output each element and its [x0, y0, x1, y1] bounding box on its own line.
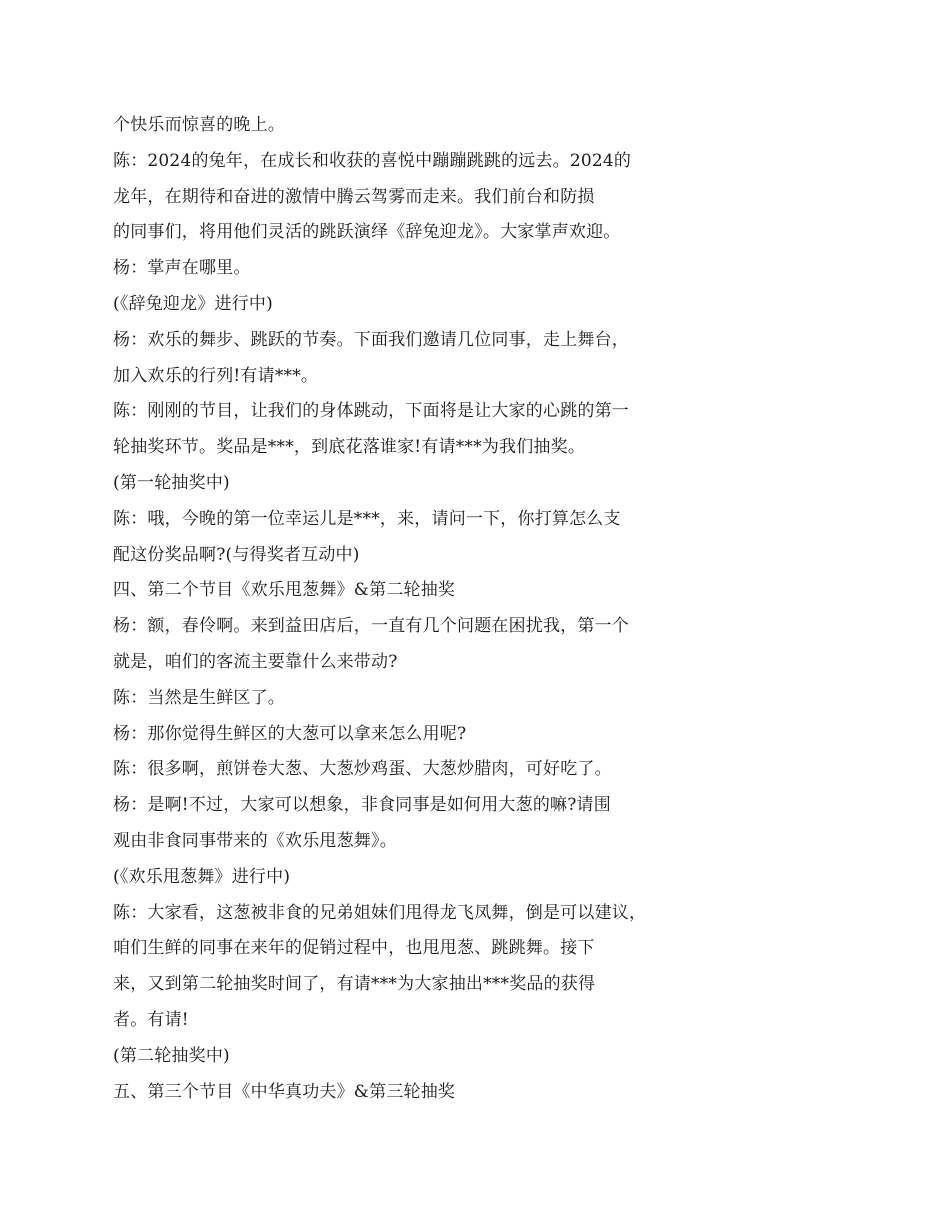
text-line: 杨：是啊!不过，大家可以想象，非食同事是如何用大葱的嘛?请围	[113, 795, 611, 816]
stage-direction: (《欢乐甩葱舞》进行中)	[113, 866, 291, 887]
stage-direction: (《辞兔迎龙》进行中)	[113, 293, 273, 314]
stage-direction: (第一轮抽奖中)	[113, 472, 230, 493]
text-line: 杨：欢乐的舞步、跳跃的节奏。下面我们邀请几位同事，走上舞台，	[113, 329, 629, 350]
section-heading: 四、第二个节目《欢乐甩葱舞》&第二轮抽奖	[113, 580, 456, 601]
text-line: 杨：额，春伶啊。来到益田店后，一直有几个问题在困扰我，第一个	[113, 616, 629, 637]
text-line: 者。有请!	[113, 1009, 189, 1030]
text-line: 来，又到第二轮抽奖时间了，有请***为大家抽出***奖品的获得	[113, 974, 596, 995]
text-line: 就是，咱们的客流主要靠什么来带动?	[113, 651, 398, 672]
text-line: 观由非食同事带来的《欢乐甩葱舞》。	[113, 830, 397, 851]
text-line: 配这份奖品啊?(与得奖者互动中)	[113, 544, 360, 565]
document-body	[113, 108, 753, 1110]
text-line: 个快乐而惊喜的晚上。	[113, 115, 285, 135]
text-line: 杨：那你觉得生鲜区的大葱可以拿来怎么用呢?	[113, 723, 467, 744]
text-line: 陈：2024的兔年，在成长和收获的喜悦中蹦蹦跳跳的远去。2024的	[113, 150, 632, 171]
text-line: 的同事们，将用他们灵活的跳跃演绎《辞兔迎龙》。大家掌声欢迎。	[113, 222, 621, 243]
text-line: 加入欢乐的行列!有请***。	[113, 365, 319, 386]
text-line: 陈：大家看，这葱被非食的兄弟姐妹们甩得龙飞凤舞，倒是可以建议，	[113, 902, 647, 923]
text-line: 陈：很多啊，煎饼卷大葱、大葱炒鸡蛋、大葱炒腊肉，可好吃了。	[113, 759, 612, 780]
stage-direction: (第二轮抽奖中)	[113, 1045, 230, 1066]
section-heading: 五、第三个节目《中华真功夫》&第三轮抽奖	[113, 1081, 456, 1102]
text-line: 陈：哦，今晚的第一位幸运儿是***，来，请问一下，你打算怎么支	[113, 508, 621, 529]
text-line: 陈：刚刚的节目，让我们的身体跳动，下面将是让大家的心跳的第一	[113, 401, 629, 422]
text-line: 杨：掌声在哪里。	[113, 258, 251, 279]
text-line: 陈：当然是生鲜区了。	[113, 687, 285, 708]
text-line: 轮抽奖环节。奖品是***，到底花落谁家!有请***为我们抽奖。	[113, 437, 586, 458]
text-line: 咱们生鲜的同事在来年的促销过程中，也甩甩葱、跳跳舞。接下	[113, 938, 595, 959]
text-line: 龙年，在期待和奋进的激情中腾云驾雾而走来。我们前台和防损	[113, 186, 595, 207]
